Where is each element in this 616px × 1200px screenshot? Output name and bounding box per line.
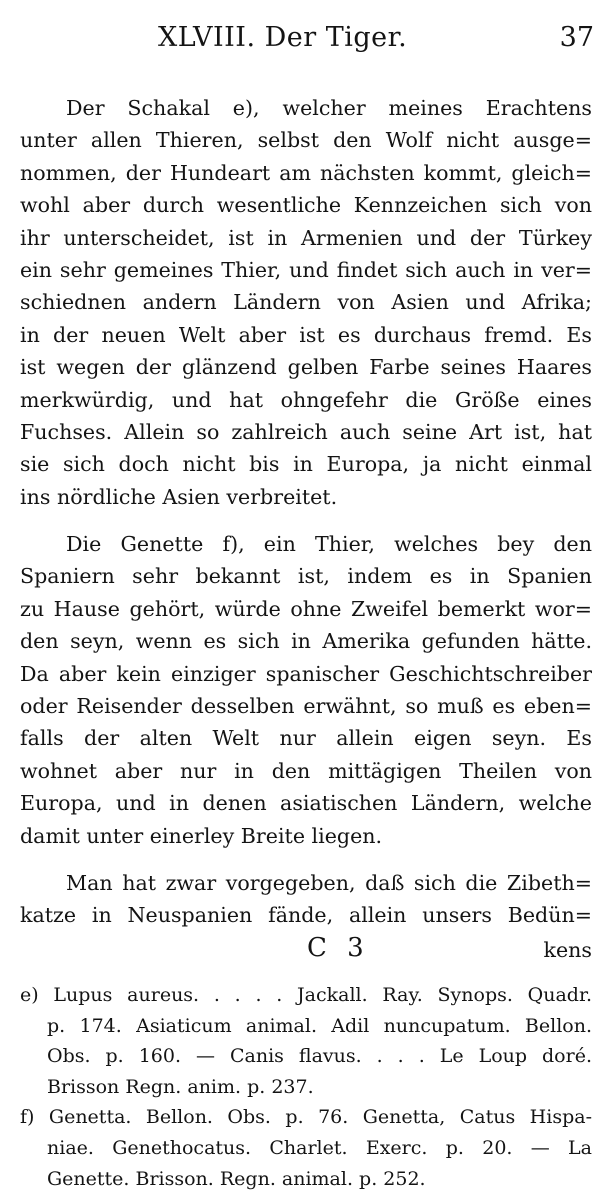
text-line: Da aber kein einziger spanischer Geschichtschreiber (20, 661, 592, 686)
footnote-line: e) Lupus aureus. . . . . Jackall. Ray. Synops. Quadr. (20, 984, 592, 1006)
paragraph-zibethkatze (20, 867, 592, 932)
text-line: ihr unterscheidet, ist in Armenien und der Türkey (20, 225, 592, 250)
footnote-line: Obs. p. 160. — Canis flavus. . . . Le Loup doré. (47, 1045, 592, 1068)
text-line: oder Reisender desselben erwähnt, so muß es eben= (20, 694, 592, 719)
running-header (0, 22, 616, 62)
text-line: sie sich doch nicht bis in Europa, ja nicht einmal (20, 452, 592, 477)
footnote-f (20, 1102, 592, 1194)
text-line: damit unter einerley Breite liegen. (20, 823, 383, 848)
paragraph-gap (20, 513, 592, 528)
footnotes (20, 980, 592, 1194)
text-line: falls der alten Welt nur allein eigen seyn. Es (20, 726, 592, 751)
paragraph-schakal (20, 92, 592, 513)
text-line: zu Hause gehört, würde ohne Zweifel bemerkt wor= (20, 596, 592, 621)
text-line: Fuchses. Allein so zahlreich auch seine Art ist, hat (20, 419, 592, 444)
text-line: Der Schakal e), welcher meines Erachtens (66, 96, 592, 120)
footnote-line: Brisson Regn. anim. p. 237. (47, 1075, 314, 1098)
footnote-e (20, 980, 592, 1102)
text-line: ein sehr gemeines Thier, und findet sich auch in ver= (20, 257, 592, 282)
text-line: unter allen Thieren, selbst den Wolf nicht ausge= (20, 128, 592, 153)
text-line: nommen, der Hundeart am nächsten kommt, gleich= (20, 160, 592, 185)
text-line: ins nördliche Asien verbreitet. (20, 484, 338, 509)
text-line: ist wegen der glänzend gelben Farbe seines Haares (20, 355, 592, 380)
signature-mark: C 3 (307, 932, 370, 963)
text-line: den seyn, wenn es sich in Amerika gefunden hätte. (20, 629, 592, 654)
text-line: wohnet aber nur in den mittägigen Theilen von (20, 758, 592, 783)
footnote-line: f) Genetta. Bellon. Obs. p. 76. Genetta, Catus Hispa- (20, 1106, 592, 1129)
footnote-line: p. 174. Asiaticum animal. Adil nuncupatum. Bellon. (47, 1014, 592, 1037)
text-line: wohl aber durch wesentliche Kennzeichen sich von (20, 193, 592, 218)
text-line: schiednen andern Ländern von Asien und Afrika; (20, 290, 592, 315)
text-line: katze in Neuspanien fände, allein unsers Bedün= (20, 903, 592, 928)
footnote-line: Genette. Brisson. Regn. animal. p. 252. (47, 1167, 426, 1190)
running-title: XLVIII. Der Tiger. (158, 22, 408, 53)
text-line: Spaniern sehr bekannt ist, indem es in Spanien (20, 564, 592, 589)
footnote-line: niae. Genethocatus. Charlet. Exerc. p. 20. — La (47, 1136, 592, 1159)
text-line: Europa, und in denen asiatischen Ländern, welche (20, 791, 592, 816)
page-number: 37 (559, 22, 594, 53)
text-line: in der neuen Welt aber ist es durchaus fremd. Es (20, 322, 592, 347)
text-line: merkwürdig, und hat ohngefehr die Größe eines (20, 387, 592, 412)
signature-line (20, 932, 592, 968)
paragraph-gap (20, 852, 592, 867)
text-line: Die Genette f), ein Thier, welches bey den (66, 532, 592, 557)
paragraph-genette (20, 528, 592, 852)
text-line: Man hat zwar vorgegeben, daß sich die Zibeth= (66, 870, 592, 895)
main-text (20, 92, 592, 968)
catchword: kens (543, 937, 592, 962)
